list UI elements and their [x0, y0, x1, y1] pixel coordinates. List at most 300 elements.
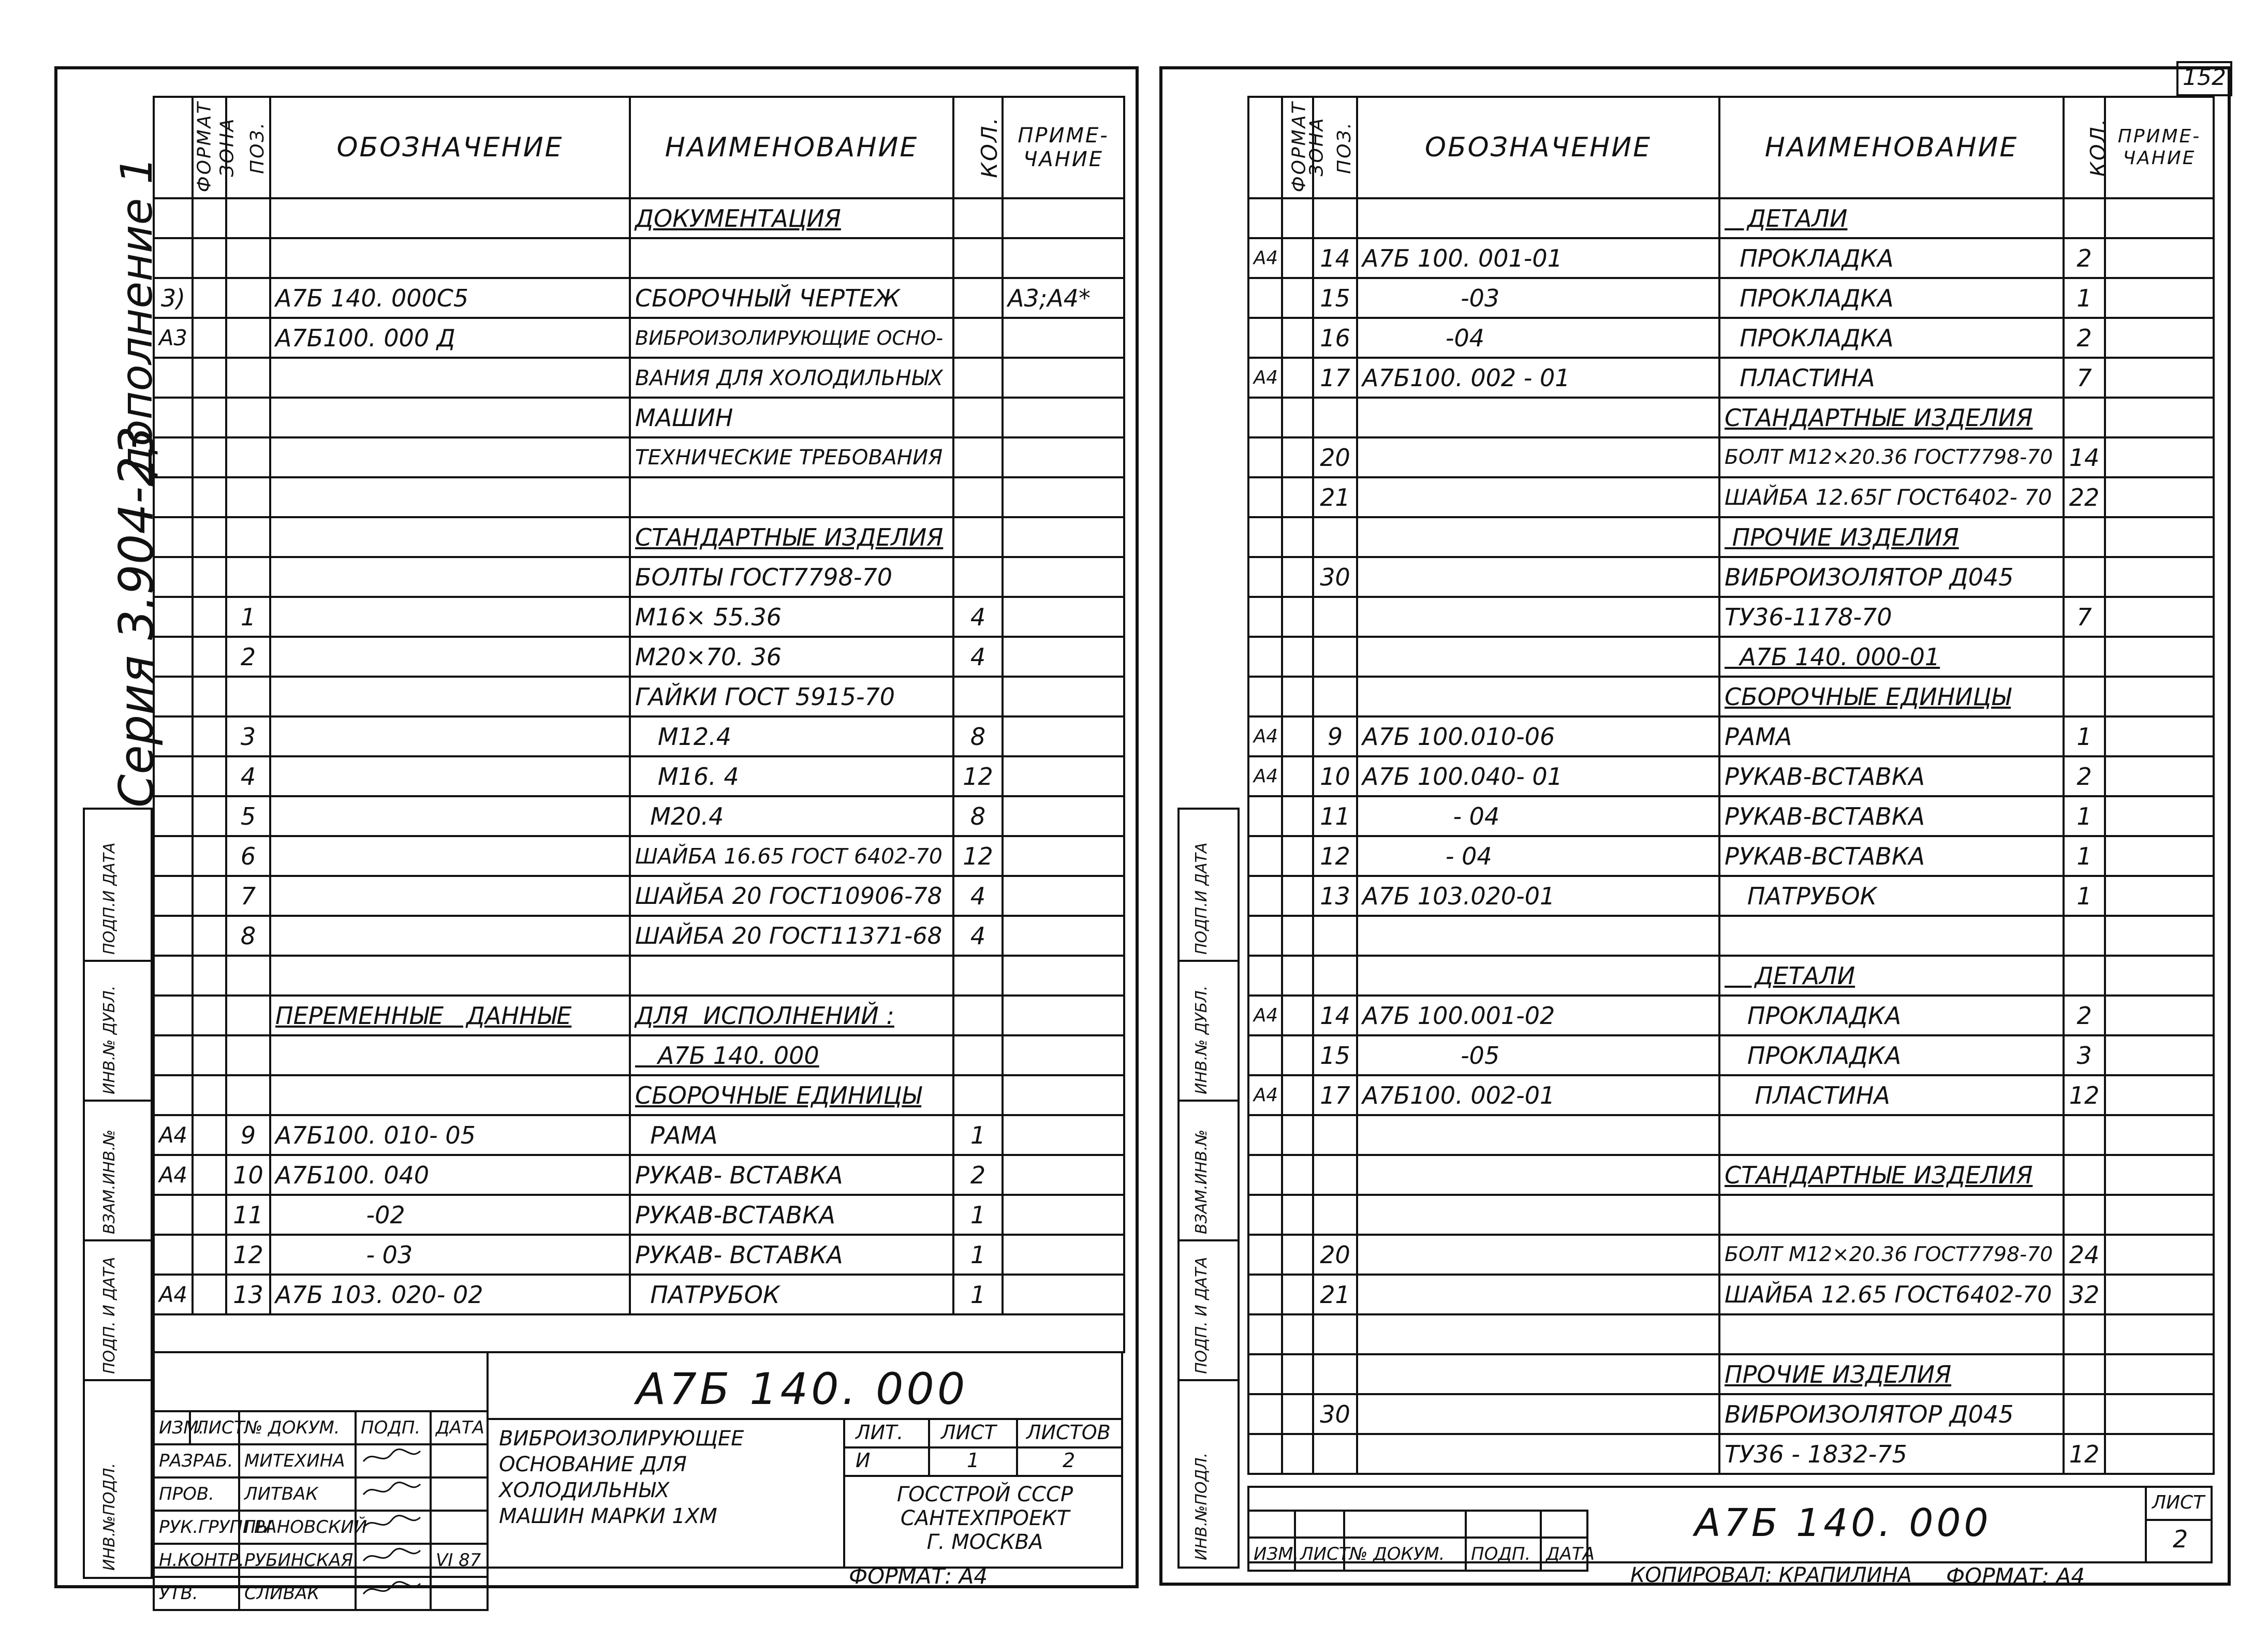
format-cell: [1248, 1354, 1282, 1394]
table-row: [1248, 1035, 2214, 1075]
table-row: [1248, 318, 2214, 358]
designation-cell: [270, 876, 630, 916]
name-cell: МАШИН: [630, 398, 953, 437]
table-row: [154, 557, 1124, 597]
format-cell: [1248, 637, 1282, 677]
col-format: ФОРМАТ: [194, 100, 215, 193]
signature-row: [154, 1477, 488, 1511]
stamp-label: ВЗАМ.ИНВ.№: [1192, 1129, 1211, 1234]
zona-cell: [193, 437, 226, 477]
zona-cell: [193, 836, 226, 876]
table-row: [154, 318, 1124, 358]
lit-label: ЛИТ.: [856, 1421, 904, 1444]
zona-cell: [193, 1235, 226, 1275]
designation-cell: А7Б100. 040: [270, 1155, 630, 1195]
poz-cell: [226, 318, 270, 358]
supplement-label: дополнение 1: [111, 156, 162, 476]
zona-cell: [193, 1115, 226, 1155]
product-name: ВИБРОИЗОЛИРУЮЩЕЕ ОСНОВАНИЕ ДЛЯ ХОЛОДИЛЬНЫХ МАШИН МАРКИ 1ХМ: [499, 1427, 744, 1528]
note-cell: [1003, 716, 1124, 756]
designation-cell: А7Б100. 000 Д: [270, 318, 630, 358]
zona-cell: [1282, 836, 1313, 876]
note-cell: [2105, 1275, 2214, 1314]
name-cell: ШАЙБА 20 ГОСТ10906-78: [630, 876, 953, 916]
zona-cell: [193, 597, 226, 637]
name-cell: М20×70. 36: [630, 637, 953, 677]
zona-cell: [193, 756, 226, 796]
format-cell: А4: [1248, 756, 1282, 796]
zona-cell: [1282, 1195, 1313, 1235]
signature-cell: [356, 1577, 431, 1610]
qty-cell: [953, 238, 1003, 278]
table-row: [154, 358, 1124, 398]
designation-cell: [270, 756, 630, 796]
format-cell: [1248, 677, 1282, 716]
format-cell: [154, 796, 193, 836]
name-cell: СТАНДАРТНЫЕ ИЗДЕЛИЯ: [1719, 1155, 2064, 1195]
table-row: [154, 677, 1124, 716]
table-row: [1248, 278, 2214, 318]
qty-cell: [953, 198, 1003, 238]
poz-cell: 16: [1313, 318, 1357, 358]
col-kol: КОЛ.: [976, 115, 1002, 178]
col-kol: КОЛ.: [2086, 117, 2111, 177]
zona-cell: [1282, 1115, 1313, 1155]
poz-cell: [1313, 597, 1357, 637]
zona-cell: [193, 477, 226, 517]
qty-cell: [953, 996, 1003, 1035]
name-cell: МИТЕХИНА: [239, 1444, 356, 1477]
designation-cell: А7Б100. 002 - 01: [1357, 358, 1719, 398]
col-poz: ПОЗ.: [1333, 121, 1355, 174]
qty-cell: 2: [2064, 996, 2105, 1035]
format-cell: [154, 1195, 193, 1235]
zona-cell: [193, 956, 226, 996]
designation-cell: [1357, 1354, 1719, 1394]
table-row: [1248, 477, 2214, 517]
note-cell: [1003, 1155, 1124, 1195]
format-cell: [1248, 437, 1282, 477]
format-cell: [1248, 876, 1282, 916]
col-poz: ПОЗ.: [246, 121, 268, 174]
poz-cell: 13: [226, 1275, 270, 1314]
poz-cell: 3: [226, 716, 270, 756]
date-cell: VI 87: [431, 1544, 488, 1577]
signature-scribble: [361, 1545, 423, 1566]
name-cell: [1719, 1195, 2064, 1235]
poz-cell: [226, 238, 270, 278]
name-cell: РУКАВ-ВСТАВКА: [1719, 796, 2064, 836]
poz-cell: 9: [1313, 716, 1357, 756]
name-cell: БОЛТ М12×20.36 ГОСТ7798-70: [1719, 437, 2064, 477]
qty-cell: 1: [953, 1195, 1003, 1235]
name-cell: М16× 55.36: [630, 597, 953, 637]
table-row: [1248, 1394, 2214, 1434]
poz-cell: [1313, 198, 1357, 238]
poz-cell: [1313, 398, 1357, 437]
right-spec-table: [1247, 96, 2215, 1475]
zona-cell: [193, 1195, 226, 1235]
note-cell: [2105, 1075, 2214, 1115]
designation-cell: А7Б 140. 000С5: [270, 278, 630, 318]
zona-cell: [1282, 238, 1313, 278]
tb-col: ЛИСТ: [190, 1411, 239, 1444]
sheet-corner-number: 152: [2176, 61, 2232, 96]
note-cell: [1003, 1235, 1124, 1275]
poz-cell: 17: [1313, 1075, 1357, 1115]
qty-cell: 1: [2064, 876, 2105, 916]
note-cell: [1003, 677, 1124, 716]
zona-cell: [193, 916, 226, 956]
table-row: [1248, 637, 2214, 677]
poz-cell: 14: [1313, 238, 1357, 278]
note-cell: [1003, 318, 1124, 358]
table-row: [154, 1075, 1124, 1115]
name-cell: СТАНДАРТНЫЕ ИЗДЕЛИЯ: [1719, 398, 2064, 437]
format-cell: А4: [1248, 358, 1282, 398]
name-cell: ДОКУМЕНТАЦИЯ: [630, 198, 953, 238]
zona-cell: [1282, 398, 1313, 437]
table-row: [1248, 517, 2214, 557]
designation-cell: [270, 836, 630, 876]
format-cell: А4: [1248, 716, 1282, 756]
note-cell: [1003, 996, 1124, 1035]
qty-cell: 2: [953, 1155, 1003, 1195]
name-cell: ТЕХНИЧЕСКИЕ ТРЕБОВАНИЯ: [630, 437, 953, 477]
poz-cell: [226, 1035, 270, 1075]
format-cell: [154, 1235, 193, 1275]
poz-cell: 12: [1313, 836, 1357, 876]
poz-cell: [1313, 1354, 1357, 1394]
zona-cell: [1282, 517, 1313, 557]
name-cell: ТУ36-1178-70: [1719, 597, 2064, 637]
stamp-label: ВЗАМ.ИНВ.№: [100, 1129, 119, 1234]
format-cell: [154, 198, 193, 238]
qty-cell: [2064, 1195, 2105, 1235]
zona-cell: [1282, 1235, 1313, 1275]
zona-cell: [1282, 876, 1313, 916]
note-cell: [2105, 996, 2214, 1035]
format-cell: [1248, 916, 1282, 956]
right-signatures-table: [1247, 1510, 1595, 1572]
table-row: [154, 1275, 1124, 1314]
right-title-block: [1247, 1486, 2213, 1563]
qty-cell: [953, 1035, 1003, 1075]
designation-cell: [1357, 956, 1719, 996]
note-cell: [1003, 836, 1124, 876]
name-cell: ЛИТВАК: [239, 1477, 356, 1511]
signature-cell: [356, 1477, 431, 1511]
designation-cell: [1357, 437, 1719, 477]
format-cell: [154, 956, 193, 996]
tb-col: ИЗМ.: [154, 1411, 190, 1444]
tb-col: ДАТА: [431, 1411, 488, 1444]
designation-cell: - 03: [270, 1235, 630, 1275]
note-cell: [2105, 1155, 2214, 1195]
signature-scribble: [361, 1479, 423, 1500]
format-cell: [1248, 398, 1282, 437]
name-cell: СБОРОЧНЫЕ ЕДИНИЦЫ: [630, 1075, 953, 1115]
format-cell: [154, 836, 193, 876]
format-cell: [154, 916, 193, 956]
name-cell: ПРОЧИЕ ИЗДЕЛИЯ: [1719, 517, 2064, 557]
format-cell: [1248, 1275, 1282, 1314]
designation-cell: А7Б 103.020-01: [1357, 876, 1719, 916]
zona-cell: [193, 1275, 226, 1314]
name-cell: [1719, 916, 2064, 956]
designation-cell: А7Б 100.040- 01: [1357, 756, 1719, 796]
qty-cell: [2064, 1394, 2105, 1434]
note-cell: [2105, 318, 2214, 358]
signatures-table: [153, 1410, 489, 1611]
poz-cell: [1313, 677, 1357, 716]
note-cell: [1003, 1275, 1124, 1314]
format-cell: [1248, 1035, 1282, 1075]
format-cell: [1248, 836, 1282, 876]
note-cell: [1003, 477, 1124, 517]
listov-label: ЛИСТОВ: [1026, 1421, 1111, 1444]
table-row: [154, 1035, 1124, 1075]
designation-cell: [1357, 677, 1719, 716]
table-row: [154, 238, 1124, 278]
note-cell: А3;А4*: [1003, 278, 1124, 318]
qty-cell: 4: [953, 597, 1003, 637]
designation-cell: [270, 557, 630, 597]
qty-cell: 7: [2064, 358, 2105, 398]
zona-cell: [1282, 557, 1313, 597]
designation-cell: А7Б100. 010- 05: [270, 1115, 630, 1155]
designation-cell: [1357, 517, 1719, 557]
qty-cell: 3: [2064, 1035, 2105, 1075]
name-cell: ПАТРУБОК: [630, 1275, 953, 1314]
poz-cell: 5: [226, 796, 270, 836]
qty-cell: [953, 677, 1003, 716]
table-row: [154, 278, 1124, 318]
poz-cell: 6: [226, 836, 270, 876]
note-cell: [1003, 1115, 1124, 1155]
zona-cell: [1282, 956, 1313, 996]
signature-cell: [356, 1511, 431, 1544]
name-cell: ВИБРОИЗОЛЯТОР Д045: [1719, 1394, 2064, 1434]
table-row: [154, 916, 1124, 956]
poz-cell: 20: [1313, 1235, 1357, 1275]
poz-cell: [1313, 956, 1357, 996]
listov-value: 2: [1063, 1449, 1076, 1472]
format-cell: А3: [154, 318, 193, 358]
list-value: 1: [967, 1449, 980, 1472]
zona-cell: [1282, 1035, 1313, 1075]
name-cell: ПЛАСТИНА: [1719, 1075, 2064, 1115]
zona-cell: [193, 1155, 226, 1195]
poz-cell: 21: [1313, 477, 1357, 517]
table-row: [1248, 956, 2214, 996]
poz-cell: 2: [226, 637, 270, 677]
table-row: [1248, 1434, 2214, 1474]
format-cell: [154, 477, 193, 517]
note-cell: [1003, 358, 1124, 398]
note-cell: [2105, 916, 2214, 956]
poz-cell: [226, 278, 270, 318]
qty-cell: 7: [2064, 597, 2105, 637]
qty-cell: 8: [953, 796, 1003, 836]
designation-cell: [1357, 1195, 1719, 1235]
note-cell: [1003, 876, 1124, 916]
designation-cell: [1357, 916, 1719, 956]
col-format: ФОРМАТ: [1288, 100, 1310, 193]
name-cell: ПРОКЛАДКА: [1719, 996, 2064, 1035]
designation-cell: - 04: [1357, 796, 1719, 836]
zona-cell: [193, 1075, 226, 1115]
poz-cell: [226, 1075, 270, 1115]
note-cell: [2105, 1035, 2214, 1075]
date-cell: [431, 1511, 488, 1544]
designation-cell: -05: [1357, 1035, 1719, 1075]
designation-cell: ПЕРЕМЕННЫЕ ДАННЫЕ: [270, 996, 630, 1035]
table-row: [1248, 557, 2214, 597]
name-cell: РУКАВ-ВСТАВКА: [630, 1195, 953, 1235]
note-cell: [2105, 278, 2214, 318]
col-zona: ЗОНА: [1306, 116, 1328, 177]
designation-cell: А7Б 103. 020- 02: [270, 1275, 630, 1314]
zona-cell: [1282, 1275, 1313, 1314]
qty-cell: 1: [953, 1275, 1003, 1314]
designation-cell: [1357, 1314, 1719, 1354]
poz-cell: [226, 398, 270, 437]
name-cell: ДЛЯ ИСПОЛНЕНИЙ :: [630, 996, 953, 1035]
right-list-label: ЛИСТ: [2152, 1492, 2205, 1513]
zona-cell: [193, 557, 226, 597]
format-cell: [154, 996, 193, 1035]
note-cell: [2105, 238, 2214, 278]
note-cell: [2105, 716, 2214, 756]
table-row: [1248, 1235, 2214, 1275]
name-cell: РУКАВ- ВСТАВКА: [630, 1155, 953, 1195]
col-naimenovanie: НАИМЕНОВАНИЕ: [630, 97, 953, 198]
name-cell: ПРОКЛАДКА: [1719, 238, 2064, 278]
format-cell: 3): [154, 278, 193, 318]
name-cell: ДЕТАЛИ: [1719, 956, 2064, 996]
format-cell: [1248, 1434, 1282, 1474]
qty-cell: [953, 437, 1003, 477]
note-cell: [2105, 1314, 2214, 1354]
qty-cell: 12: [953, 756, 1003, 796]
stamp-label: ИНВ.№ПОДЛ.: [1192, 1452, 1211, 1560]
format-cell: [154, 238, 193, 278]
note-cell: [1003, 398, 1124, 437]
designation-cell: [1357, 1155, 1719, 1195]
right-doc-number: А7Б 140. 000: [1695, 1501, 1992, 1545]
zona-cell: [1282, 716, 1313, 756]
tb-col: ПОДП.: [356, 1411, 431, 1444]
name-cell: [630, 956, 953, 996]
name-cell: М16. 4: [630, 756, 953, 796]
tb-col: ПОДП.: [1466, 1538, 1541, 1571]
poz-cell: 15: [1313, 278, 1357, 318]
designation-cell: [1357, 637, 1719, 677]
format-cell: [1248, 517, 1282, 557]
right-list-value: 2: [2173, 1525, 2188, 1553]
signature-cell: [356, 1444, 431, 1477]
note-cell: [2105, 398, 2214, 437]
name-cell: РУКАВ- ВСТАВКА: [630, 1235, 953, 1275]
table-row: [1248, 796, 2214, 836]
poz-cell: [226, 956, 270, 996]
col-naimenovanie: НАИМЕНОВАНИЕ: [1719, 97, 2064, 198]
table-row: [1248, 876, 2214, 916]
table-row: [154, 637, 1124, 677]
note-cell: [2105, 796, 2214, 836]
date-cell: [431, 1477, 488, 1511]
signature-scribble: [361, 1578, 423, 1599]
designation-cell: [1357, 1434, 1719, 1474]
designation-cell: [1357, 557, 1719, 597]
zona-cell: [1282, 756, 1313, 796]
left-doc-number: А7Б 140. 000: [636, 1364, 968, 1414]
zona-cell: [193, 238, 226, 278]
poz-cell: 7: [226, 876, 270, 916]
copied-by: КОПИРОВАЛ: КРАПИЛИНА: [1630, 1563, 1912, 1587]
qty-cell: 1: [2064, 716, 2105, 756]
name-cell: СБОРОЧНЫЕ ЕДИНИЦЫ: [1719, 677, 2064, 716]
note-cell: [2105, 1195, 2214, 1235]
zona-cell: [1282, 1434, 1313, 1474]
poz-cell: 1: [226, 597, 270, 637]
designation-cell: [270, 1075, 630, 1115]
table-row: [1248, 996, 2214, 1035]
designation-cell: - 04: [1357, 836, 1719, 876]
name-cell: ВИБРОИЗОЛЯТОР Д045: [1719, 557, 2064, 597]
zona-cell: [193, 876, 226, 916]
zona-cell: [1282, 318, 1313, 358]
zona-cell: [1282, 437, 1313, 477]
zona-cell: [1282, 358, 1313, 398]
table-row: [154, 796, 1124, 836]
note-cell: [2105, 198, 2214, 238]
format-cell: [1248, 278, 1282, 318]
qty-cell: [2064, 677, 2105, 716]
poz-cell: 15: [1313, 1035, 1357, 1075]
name-cell: СТАНДАРТНЫЕ ИЗДЕЛИЯ: [630, 517, 953, 557]
qty-cell: [2064, 1155, 2105, 1195]
poz-cell: [1313, 916, 1357, 956]
qty-cell: 12: [2064, 1434, 2105, 1474]
table-row: [1248, 597, 2214, 637]
qty-cell: 4: [953, 916, 1003, 956]
name-cell: ПРОЧИЕ ИЗДЕЛИЯ: [1719, 1354, 2064, 1394]
qty-cell: 2: [2064, 318, 2105, 358]
note-cell: [1003, 597, 1124, 637]
format-cell: А4: [1248, 238, 1282, 278]
name-cell: ДЕТАЛИ: [1719, 198, 2064, 238]
signature-scribble: [361, 1446, 423, 1467]
qty-cell: 1: [953, 1115, 1003, 1155]
qty-cell: [2064, 637, 2105, 677]
designation-cell: [270, 716, 630, 756]
poz-cell: 12: [226, 1235, 270, 1275]
designation-cell: [270, 1035, 630, 1075]
table-row: [154, 1155, 1124, 1195]
stamp-label: ПОДП. И ДАТА: [1192, 1256, 1211, 1374]
format-cell: [1248, 477, 1282, 517]
name-cell: СБОРОЧНЫЙ ЧЕРТЕЖ: [630, 278, 953, 318]
poz-cell: 30: [1313, 557, 1357, 597]
note-cell: [1003, 1035, 1124, 1075]
qty-cell: 32: [2064, 1275, 2105, 1314]
name-cell: [1719, 1314, 2064, 1354]
qty-cell: [2064, 1354, 2105, 1394]
format-cell: [1248, 1314, 1282, 1354]
table-row: [1248, 1275, 2214, 1314]
